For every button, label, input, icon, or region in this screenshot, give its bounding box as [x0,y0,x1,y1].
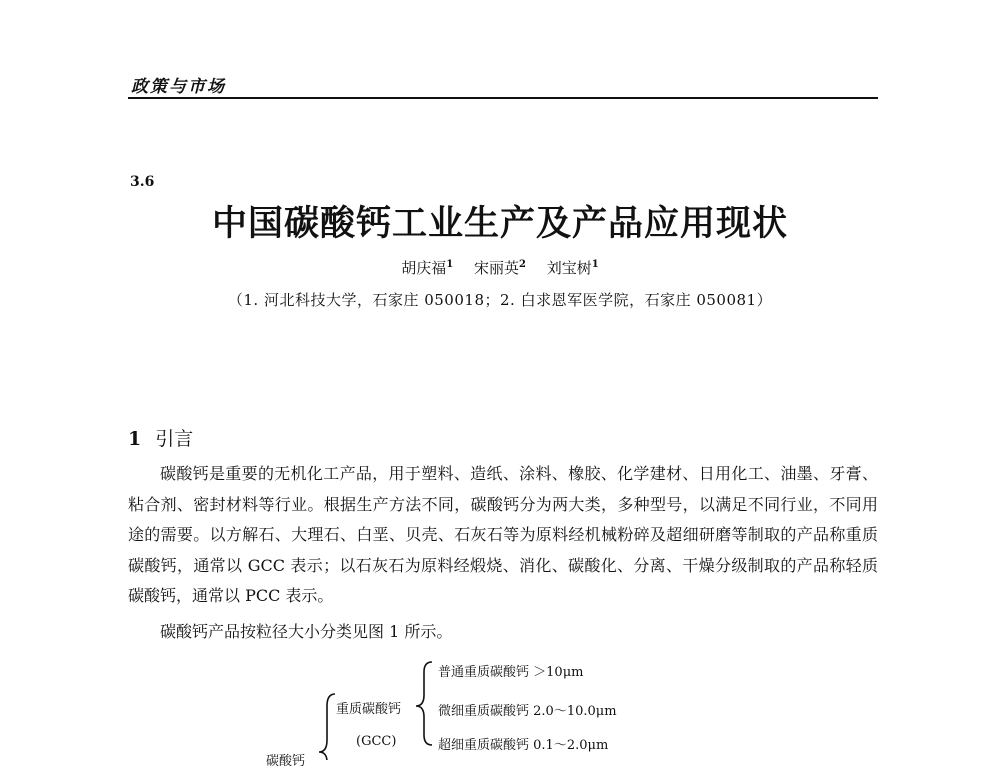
root-label: 碳酸钙 [266,754,306,769]
intro-paragraph: 碳酸钙是重要的无机化工产品，用于塑料、造纸、涂料、橡胶、化学建材、日用化工、油墨、牙膏、粘合剂、密封材料等行业。根据生产方法不同，碳酸钙分为两大类，多种型号，以满足不同行业，不同用途的需要。以方解石、大理石、白垩、贝壳、石灰石等为原料经机械粉碎及超细研磨等制取的产品称重质碳酸钙，通常以 GCC 表示；以石灰石为原料经煅烧、消化、碳酸化、分离、干燥分级制取的产品称轻质碳酸钙，通常以 PCC 表示。 [128,464,878,605]
section-number: 3.6 [130,174,155,190]
group-abbreviation: (GCC) [356,734,397,749]
subtype-item: 超细重质碳酸钙 0.1～2.0μm [438,738,609,753]
subtype-item: 微细重质碳酸钙 2.0～10.0μm [438,704,617,719]
running-header: 政策与市场 [131,77,226,97]
author: 刘宝树$^1$ [546,259,599,277]
root-brace [319,694,335,760]
figure-reference-paragraph: 碳酸钙产品按粒径大小分类见图 1 所示。 [160,622,453,641]
affiliations: （1. 河北科技大学，石家庄 050018；2. 白求恩军医学院，石家庄 050081） [227,291,773,309]
subtype-item: 普通重质碳酸钙 ＞10μm [438,665,584,680]
section-heading-text: 引言 [155,428,194,450]
author: 宋丽英$^2$ [474,259,526,277]
subtype-brace [416,662,432,745]
section-heading-number: 1 [128,428,142,450]
paper-title: 中国碳酸钙工业生产及产品应用现状 [211,203,788,244]
author: 胡庆福$^1$ [401,259,454,277]
group-label: 重质碳酸钙 [336,702,402,717]
